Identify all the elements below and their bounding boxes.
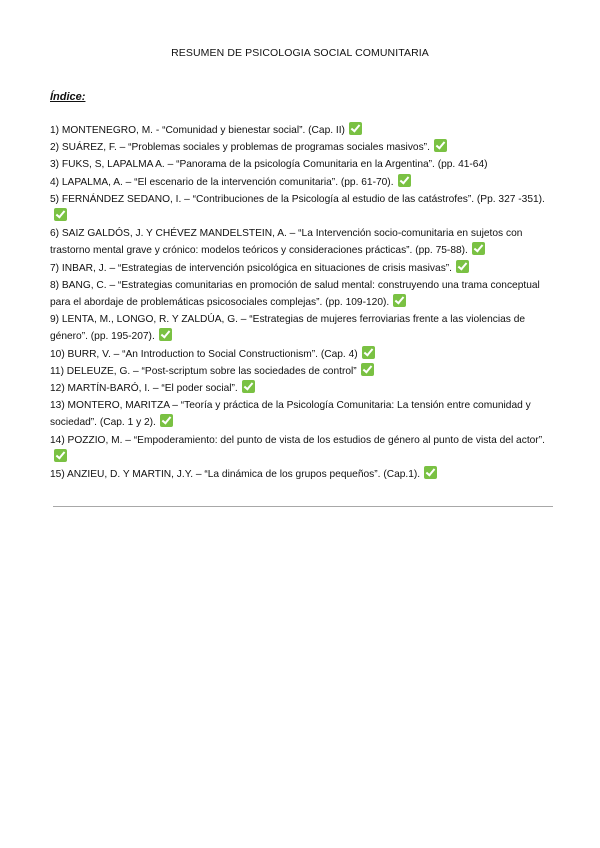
index-list [50, 122, 555, 483]
index-entry-text: 14) POZZIO, M. – “Empoderamiento: del punto de vista de los estudios de género al punto de vista del actor”. [50, 434, 545, 446]
index-entry [50, 225, 555, 259]
index-entry [50, 363, 555, 380]
check-mark-icon [349, 122, 362, 135]
index-entry-text: 4) LAPALMA, A. – “El escenario de la intervención comunitaria”. (pp. 61-70). [50, 176, 394, 188]
check-mark-icon [362, 346, 375, 359]
check-mark-icon [434, 139, 447, 152]
check-mark-icon [472, 242, 485, 255]
index-entry [50, 277, 555, 311]
index-entry-text: 7) INBAR, J. – “Estrategias de intervención psicológica en situaciones de crisis masivas”. [50, 262, 453, 274]
index-entry-text: 1) MONTENEGRO, M. - “Comunidad y bienestar social”. (Cap. II) [50, 125, 345, 136]
index-entry-text: 11) DELEUZE, G. – “Post-scriptum sobre las sociedades de control” [50, 365, 357, 377]
index-entry-text: 3) FUKS, S, LAPALMA A. – “Panorama de la psicología Comunitaria en la Argentina”. (pp. 41-64) [50, 159, 488, 171]
index-entry [50, 432, 555, 466]
index-entry [50, 311, 555, 345]
index-entry-text: 9) LENTA, M., LONGO, R. Y ZALDÚA, G. – “Estrategias de mujeres ferroviarias frente a las violencias de género”. (pp. 195-207). [50, 314, 526, 343]
index-entry [50, 174, 555, 191]
index-entry-text: 5) FERNÁNDEZ SEDANO, I. – “Contribuciones de la Psicología al estudio de las catástrofes”. (Pp. 327 -351). [50, 193, 545, 205]
index-entry [50, 122, 555, 139]
check-mark-icon [242, 380, 255, 393]
index-entry [50, 156, 555, 173]
check-mark-icon [393, 294, 406, 307]
check-mark-icon [160, 414, 173, 427]
index-entry [50, 260, 555, 277]
index-entry-text: 8) BANG, C. – “Estrategias comunitarias en promoción de salud mental: construyendo una trama conceptual para el abordaje de problemáticas psicosociales complejas”. (pp. 109-120). [50, 279, 540, 309]
check-mark-icon [54, 208, 67, 221]
check-mark-icon [456, 260, 469, 273]
index-entry-text: 12) MARTÍN-BARÓ, I. – “El poder social”. [50, 383, 238, 395]
index-entry-text: 13) MONTERO, MARITZA – “Teoría y práctica de la Psicología Comunitaria: La tensión entre comunidad y sociedad”. (Cap. 1 y 2). [50, 400, 531, 429]
index-entry [50, 139, 555, 156]
check-mark-icon [361, 363, 374, 376]
index-entry [50, 191, 555, 225]
index-entry [50, 397, 555, 431]
check-mark-icon [54, 449, 67, 462]
index-entry [50, 346, 555, 363]
index-heading: Índice: [50, 91, 86, 103]
index-entry [50, 380, 555, 397]
check-mark-icon [159, 328, 172, 341]
index-entry-text: 10) BURR, V. – “An Introduction to Social Constructionism”. (Cap. 4) [50, 348, 358, 360]
check-mark-icon [398, 174, 411, 187]
document-title: RESUMEN DE PSICOLOGIA SOCIAL COMUNITARIA [171, 47, 429, 59]
horizontal-divider [53, 506, 553, 507]
index-entry [50, 466, 555, 483]
index-entry-text: 2) SUÁREZ, F. – “Problemas sociales y problemas de programas sociales masivos”. [50, 142, 430, 154]
index-entry-text: 15) ANZIEU, D. Y MARTIN, J.Y. – “La dinámica de los grupos pequeños”. (Cap.1). [50, 469, 421, 481]
check-mark-icon [424, 466, 437, 479]
index-entry-text: 6) SAIZ GALDÓS, J. Y CHÉVEZ MANDELSTEIN, A. – “La Intervención socio-comunitaria en sujetos con trastorno mental grave y crónico: modelos teóricos y consideraciones prácticas”. (pp. 75-88). [50, 228, 523, 257]
